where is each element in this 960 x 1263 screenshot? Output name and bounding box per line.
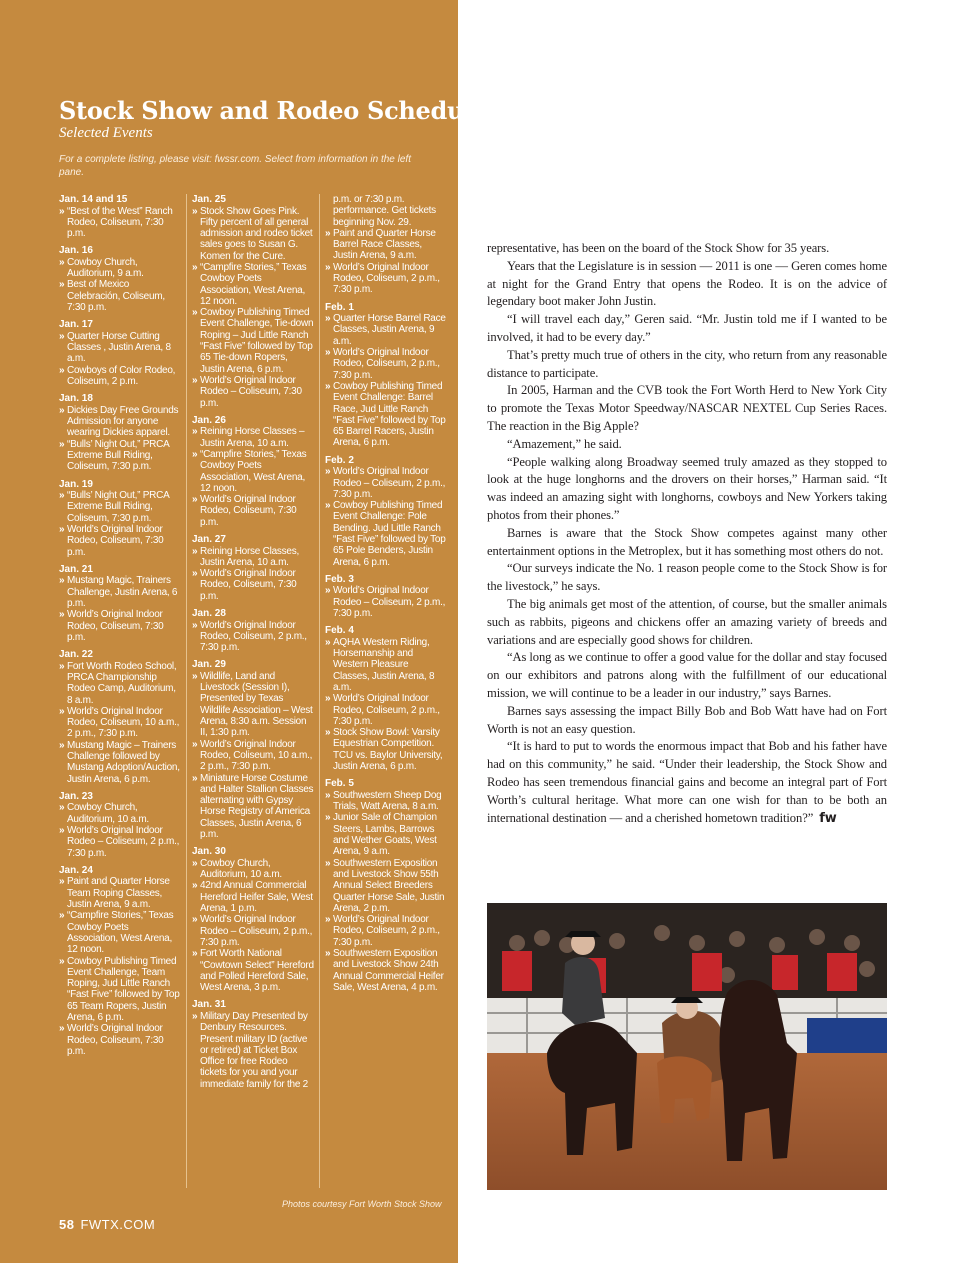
page-footer [59, 1217, 155, 1232]
event-item: » “Campfire Stories,” Texas Cowboy Poets Association, West Arena, 12 noon. [192, 448, 307, 494]
schedule-date: Jan. 18 [59, 393, 93, 405]
schedule-day [192, 999, 314, 1090]
bullet-icon: » [192, 670, 198, 682]
schedule-date: Jan. 19 [59, 478, 93, 490]
event-item: » World’s Original Indoor Rodeo, Coliseum, 2 p.m., 7:30 p.m. [325, 347, 440, 381]
schedule-day [59, 564, 181, 643]
schedule-date: Jan. 29 [192, 659, 226, 671]
bullet-icon: » [192, 772, 198, 784]
schedule-day [192, 534, 314, 602]
schedule-subtitle: Selected Events [59, 125, 153, 141]
article-paragraph: Barnes is aware that the Stock Show competes against many other entertainment options in the Metroplex, but it has something most others do not. [487, 525, 887, 558]
schedule-day [192, 415, 314, 528]
bullet-icon: » [59, 330, 65, 342]
event-item: » Mustang Magic, Trainers Challenge, Justin Arena, 6 p.m. [59, 575, 178, 610]
schedule-column-2 [192, 194, 314, 1096]
schedule-day [59, 319, 181, 387]
article-paragraph: The big animals get most of the attention, of course, but the smaller animals such as rabbits, pigeons and chickens offer an amazing variety of breeds and variations and are especially good shows for children. [487, 596, 887, 647]
bullet-icon: » [325, 227, 331, 239]
event-item: » Dickies Day Free Grounds Admission for anyone wearing Dickies apparel. [59, 404, 179, 439]
schedule-day [192, 608, 314, 653]
article-paragraph: “Amazement,” he said. [507, 436, 622, 451]
event-item: » World’s Original Indoor Rodeo – Coliseum, 2 p.m., 7:30 p.m. [192, 914, 313, 948]
schedule-day [325, 778, 447, 993]
event-item: » Wildlife, Land and Livestock (Session I), Presented by Texas Wildlife Association – West Arena, 8:30 a.m. Session II, 1:30 p.m. [192, 670, 313, 739]
schedule-day [325, 455, 447, 568]
schedule-date: Jan. 30 [192, 846, 226, 858]
bullet-icon: » [192, 205, 198, 217]
schedule-day [192, 846, 314, 993]
event-item: » World’s Original Indoor Rodeo – Coliseum, 7:30 p.m. [192, 374, 302, 409]
schedule-date: Jan. 24 [59, 864, 93, 876]
schedule-day [59, 479, 181, 558]
article-paragraph: Years that the Legislature is in session — 2011 is one — Geren comes home at night for the Grand Entry that opens the Rodeo. It is on the advice of legendary boot maker John Justin. [487, 258, 887, 309]
bullet-icon: » [325, 261, 331, 273]
bullet-icon: » [325, 313, 331, 325]
schedule-date: Feb. 3 [325, 573, 354, 585]
event-item: » World’s Original Indoor Rodeo, Coliseum, 2 p.m., 7:30 p.m. [325, 693, 440, 727]
event-item: » Cowboy Publishing Timed Event Challenge, Team Roping, Jud Little Ranch “Fast Five” followed by Top 65 Team Ropers, Justin Arena, 6 p.m. [59, 955, 180, 1024]
event-item: » Stock Show Bowl: Varsity Equestrian Competition. TCU vs. Baylor University, Justin Arena, 6 p.m. [325, 727, 443, 773]
event-item: » Junior Sale of Champion Steers, Lambs, Barrows and Wether Goats, West Arena, 9 a.m. [325, 812, 437, 858]
schedule-day [59, 649, 181, 785]
article-paragraph: That’s pretty much true of others in the city, who return from any reasonable distance to participate. [487, 347, 887, 380]
bullet-icon: » [59, 739, 65, 751]
article-paragraph: “As long as we continue to offer a good value for the dollar and stay focused on our exhibitors and patrons along with the fulfillment of our educational mission, we will continue to be a leader in our industry,” says Barnes. [487, 650, 887, 700]
event-item: » World’s Original Indoor Rodeo, Coliseum, 7:30 p.m. [59, 524, 164, 558]
bullet-icon: » [192, 426, 198, 438]
event-item: » World’s Original Indoor Rodeo – Coliseum, 2 p.m., 7:30 p.m. [325, 466, 446, 500]
column-divider [186, 194, 187, 1188]
bullet-icon: » [59, 705, 65, 717]
column-divider [319, 194, 320, 1188]
site-name: FWTX.COM [80, 1217, 156, 1232]
event-item: » AQHA Western Riding, Horsemanship and Western Pleasure Classes, Justin Arena, 8 a.m. [325, 636, 435, 693]
bullet-icon: » [192, 374, 198, 386]
event-item: » World’s Original Indoor Rodeo, Coliseum, 7:30 p.m. [192, 568, 297, 602]
schedule-day [325, 625, 447, 772]
event-item: » World’s Original Indoor Rodeo, Coliseum, 10 a.m., 2 p.m., 7:30 p.m. [59, 705, 180, 740]
bullet-icon: » [192, 948, 198, 960]
bullet-icon: » [192, 568, 198, 580]
event-item: » Southwestern Exposition and Livestock Show 55th Annual Select Breeders Quarter Horse Sale, Justin Arena, 2 p.m. [325, 857, 445, 914]
event-item: » Southwestern Exposition and Livestock Show 24th Annual Commercial Heifer Sale, West Arena, 4 p.m. [325, 948, 444, 993]
bullet-icon: » [325, 857, 331, 869]
article-paragraph: “I will travel each day,” Geren said. “Mr. Justin told me if I wanted to be involved, it had to be every day.” [487, 312, 887, 344]
event-item: » Quarter Horse Barrel Race Classes, Justin Arena, 9 a.m. [325, 313, 446, 347]
bullet-icon: » [59, 609, 65, 621]
bullet-icon: » [59, 205, 65, 217]
schedule-day [59, 393, 181, 472]
bullet-icon: » [192, 307, 198, 319]
end-mark-logo: fw [819, 810, 837, 826]
article-paragraph: “It is hard to put to words the enormous impact that Bob and his father have had on this community,” he said. “Under their leadership, the Stock Show and Rodeo has seen tremendous financial gains and become an integral part of Fort Worth’s cultural heritage. What more can one wish for than to be both an international destination — and a cherished hometown tradition?” fw [487, 739, 887, 826]
bullet-icon: » [192, 261, 198, 273]
article-paragraph: “Our surveys indicate the No. 1 reason people come to the Stock Show is for the livestock,” he says. [487, 561, 887, 594]
bullet-icon: » [325, 466, 331, 478]
article-paragraph: representative, has been on the board of the Stock Show for 35 years. [487, 241, 830, 255]
photo-credit: Photos courtesy Fort Worth Stock Show [282, 1199, 442, 1209]
schedule-intro: For a complete listing, please visit: fwssr.com. Select from information in the left pane. [59, 154, 411, 178]
schedule-title: Stock Show and Rodeo Schedule [59, 96, 488, 125]
event-item: » Cowboy Publishing Timed Event Challenge: Barrel Race, Jud Little Ranch “Fast Five” followed by Top 65 Barrel Racers, Justin Arena, 6 p.m. [325, 380, 446, 449]
schedule-day [325, 574, 447, 619]
event-item: » Cowboy Publishing Timed Event Challenge, Tie-down Roping – Jud Little Ranch “Fast Five” followed by Top 65 Tie-down Ropers, Justin Arena, 6 p.m. [192, 307, 314, 375]
schedule-date: Jan. 16 [59, 245, 93, 257]
bullet-icon: » [325, 380, 331, 392]
schedule-date: Feb. 4 [325, 625, 354, 637]
event-item: » World’s Original Indoor Rodeo, Coliseum, 10 a.m., 2 p.m., 7:30 p.m. [192, 738, 313, 773]
schedule-column-3 [325, 194, 447, 999]
event-item: » Cowboy Church, Auditorium, 10 a.m. [59, 802, 149, 825]
event-item: » World’s Original Indoor Rodeo, Coliseum, 7:30 p.m. [59, 609, 164, 643]
bullet-icon: » [325, 693, 331, 705]
rodeo-photo [487, 903, 887, 1190]
bullet-icon: » [192, 545, 198, 557]
steer-wrestling-image [487, 903, 887, 1190]
schedule-day [59, 865, 181, 1057]
bullet-icon: » [192, 1010, 198, 1022]
bullet-icon: » [59, 876, 65, 888]
bullet-icon: » [59, 825, 65, 837]
bullet-icon: » [325, 948, 331, 960]
bullet-icon: » [59, 1023, 65, 1035]
event-item: » World’s Original Indoor Rodeo, Coliseum, 2 p.m., 7:30 p.m. [192, 619, 307, 654]
schedule-date: Jan. 25 [192, 194, 226, 205]
bullet-icon: » [59, 910, 65, 922]
schedule-date: Jan. 28 [192, 608, 226, 619]
bullet-icon: » [59, 256, 65, 268]
event-item: » “Bulls’ Night Out,” PRCA Extreme Bull Riding, Coliseum, 7:30 p.m. [59, 438, 169, 473]
schedule-column-1 [59, 194, 181, 1063]
bullet-icon: » [59, 955, 65, 967]
event-item: » 42nd Annual Commercial Hereford Heifer Sale, West Arena, 1 p.m. [192, 880, 313, 915]
schedule-date: Feb. 2 [325, 454, 354, 466]
bullet-icon: » [325, 812, 331, 824]
bullet-icon: » [59, 660, 65, 672]
schedule-date: Jan. 14 and 15 [59, 194, 128, 205]
event-item: » “Best of the West” Ranch Rodeo, Coliseum, 7:30 p.m. [59, 205, 173, 240]
article-paragraph: “People walking along Broadway seemed truly amazed as they stopped to look at the huge longhorns and the drovers on their horses,” Harman said. “It was indeed an amazing sight with longhorns, cowboys and New Yorkers taking photos from their phones.” [487, 454, 887, 522]
bullet-icon: » [192, 738, 198, 750]
event-item: » Cowboy Church, Auditorium, 9 a.m. [59, 256, 144, 280]
bullet-icon: » [325, 500, 331, 512]
schedule-date: Jan. 26 [192, 414, 226, 426]
schedule-day [59, 791, 181, 859]
bullet-icon: » [59, 364, 65, 376]
event-item: » Quarter Horse Cutting Classes , Justin Arena, 8 a.m. [59, 330, 171, 365]
event-item: » Stock Show Goes Pink. Fifty percent of all general admission and rodeo ticket sales goes to Susan G. Komen for the Cure. [192, 205, 313, 262]
schedule-date: Jan. 22 [59, 649, 93, 661]
event-item: » Best of Mexico Celebración, Coliseum, 7:30 p.m. [59, 279, 165, 314]
schedule-date: Jan. 21 [59, 563, 93, 575]
bullet-icon: » [59, 524, 65, 536]
bullet-icon: » [192, 619, 198, 631]
event-item: » World’s Original Indoor Rodeo, Coliseum, 7:30 p.m. [59, 1023, 164, 1057]
bullet-icon: » [192, 857, 198, 869]
bullet-icon: » [325, 914, 331, 926]
event-item: » World’s Original Indoor Rodeo, Coliseum, 2 p.m., 7:30 p.m. [325, 261, 440, 296]
bullet-icon: » [192, 914, 198, 926]
bullet-icon: » [325, 636, 331, 648]
event-item: » Reining Horse Classes, Justin Arena, 10 a.m. [192, 545, 299, 568]
event-item: » Cowboys of Color Rodeo, Coliseum, 2 p.m. [59, 364, 176, 388]
page-number: 58 [59, 1217, 75, 1232]
bullet-icon: » [192, 880, 198, 892]
schedule-date: Jan. 17 [59, 319, 93, 331]
event-item: » Miniature Horse Costume and Halter Stallion Classes alternating with Gypsy Horse Registry of America Classes, Justin Arena, 6 p.m. [192, 772, 314, 841]
event-item: » Reining Horse Classes – Justin Arena, 10 a.m. [192, 426, 305, 449]
schedule-date: Jan. 31 [192, 999, 226, 1011]
bullet-icon: » [59, 438, 65, 450]
event-item: » “Campfire Stories,” Texas Cowboy Poets Association, West Arena, 12 noon. [59, 910, 174, 956]
schedule-day [192, 194, 314, 409]
schedule-day [325, 302, 447, 449]
event-item: » World’s Original Indoor Rodeo – Coliseum, 2 p.m., 7:30 p.m. [59, 825, 180, 859]
bullet-icon: » [192, 448, 198, 460]
bullet-icon: » [59, 404, 65, 416]
bullet-icon: » [192, 494, 198, 506]
event-item: » Military Day Presented by Denbury Resources. Present military ID (active or retired) at Ticket Box Office for free Rodeo tickets for you and your immediate family for the 2 [192, 1010, 308, 1090]
schedule-date: Jan. 27 [192, 534, 226, 546]
bullet-icon: » [325, 789, 331, 801]
bullet-icon: » [59, 279, 65, 291]
schedule-day [59, 194, 181, 239]
event-item: » “Campfire Stories,” Texas Cowboy Poets Association, West Arena, 12 noon. [192, 261, 307, 307]
bullet-icon: » [59, 802, 65, 814]
article-paragraph: Barnes says assessing the impact Billy Bob and Bob Watt have had on Fort Worth is not an easy question. [487, 703, 887, 736]
bullet-icon: » [325, 585, 331, 597]
schedule-date: Jan. 23 [59, 790, 93, 802]
article-paragraph: In 2005, Harman and the CVB took the Fort Worth Herd to New York City to promote the Texas Motor Speedway/NASCAR NEXTEL Cup Series Races. The reaction in the Big Apple? [487, 383, 887, 433]
article-body [487, 240, 887, 827]
schedule-day [59, 245, 181, 313]
event-item: » “Bulls’ Night Out,” PRCA Extreme Bull Riding, Coliseum, 7:30 p.m. [59, 490, 169, 524]
bullet-icon: » [59, 490, 65, 502]
event-item: » Fort Worth Rodeo School, PRCA Championship Rodeo Camp, Auditorium, 8 a.m. [59, 660, 177, 706]
schedule-date: Feb. 1 [325, 301, 354, 313]
bullet-icon: » [325, 347, 331, 359]
event-item: » Mustang Magic – Trainers Challenge followed by Mustang Adoption/Auction, Justin Arena, 6 p.m. [59, 739, 180, 785]
bullet-icon: » [325, 727, 331, 739]
continued-text: p.m. or 7:30 p.m. performance. Get tickets beginning Nov. 29. [333, 194, 436, 228]
event-item: » Southwestern Sheep Dog Trials, Watt Arena, 8 a.m. [325, 789, 442, 813]
event-item: » World’s Original Indoor Rodeo, Coliseum, 2 p.m., 7:30 p.m. [325, 914, 440, 948]
schedule-day [192, 659, 314, 840]
schedule-date: Feb. 5 [325, 778, 354, 790]
event-item: » Fort Worth National “Cowtown Select” Hereford and Polled Hereford Sale, West Arena, 3 p.m. [192, 948, 314, 994]
event-item: » Paint and Quarter Horse Team Roping Classes, Justin Arena, 9 a.m. [59, 876, 170, 911]
event-item: » World’s Original Indoor Rodeo, Coliseum, 7:30 p.m. [192, 494, 297, 528]
event-item: » Cowboy Publishing Timed Event Challenge: Pole Bending. Jud Little Ranch “Fast Five” followed by Top 65 Pole Benders, Justin Arena, 6 p.m. [325, 500, 446, 568]
bullet-icon: » [59, 575, 65, 587]
event-item: » Cowboy Church, Auditorium, 10 a.m. [192, 857, 282, 881]
event-item: » Paint and Quarter Horse Barrel Race Classes, Justin Arena, 9 a.m. [325, 227, 436, 262]
event-item: » World’s Original Indoor Rodeo – Coliseum, 2 p.m., 7:30 p.m. [325, 585, 446, 619]
